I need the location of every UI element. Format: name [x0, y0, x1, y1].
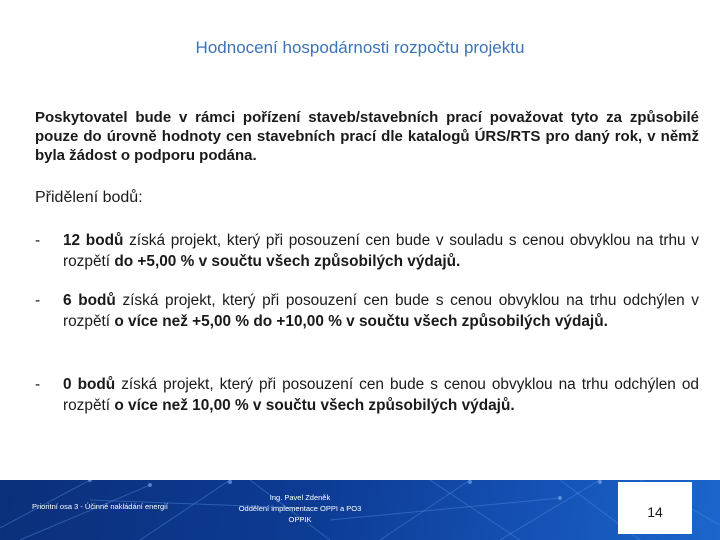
- bullet-text: [63, 374, 699, 416]
- bullet-condition: do +5,00 % v součtu všech způsobilých výdajů.: [114, 253, 461, 270]
- intro-paragraph: Poskytovatel bude v rámci pořízení staveb/stavebních prací považovat tyto za způsobilé pouze do úrovně hodnoty cen stavebních prací dle katalogů ÚRS/RTS pro daný rok, v němž byla žádost o podporu podána.: [35, 109, 699, 164]
- bullet-item-0-points: [35, 374, 699, 416]
- bullet-item-12-points: [35, 230, 699, 272]
- page-number: 14: [647, 504, 663, 520]
- bullet-condition: o více než +5,00 % do +10,00 % v součtu všech způsobilých výdajů.: [114, 313, 608, 330]
- footer-contact-department: Oddělení implementace OPPI a PO3: [238, 504, 362, 513]
- bullet-dash: -: [35, 232, 41, 249]
- footer-contact-program: OPPIK: [288, 515, 312, 524]
- bullet-item-6-points: [35, 290, 699, 332]
- bullet-body: získá projekt, který při posouzení cen bude s cenou obvyklou na trhu odchýlen v rozpětí: [63, 292, 699, 330]
- footer-priority-axis: Prioritní osa 3 - Účinné nakládání energií: [32, 502, 168, 511]
- points-label: 6 bodů: [63, 292, 116, 309]
- page-number-box: [618, 482, 692, 534]
- footer-contact-name: Ing. Pavel Zdeněk: [269, 493, 331, 502]
- points-label: 12 bodů: [63, 232, 124, 249]
- bullet-dash: -: [35, 292, 41, 309]
- page-title: Hodnocení hospodárnosti rozpočtu projektu: [195, 38, 525, 57]
- bullet-text: [63, 230, 699, 272]
- bullet-body: získá projekt, který při posouzení cen bude v souladu s cenou obvyklou na trhu v rozpětí: [63, 232, 699, 270]
- points-label: 0 bodů: [63, 376, 116, 393]
- bullet-condition: o více než 10,00 % v součtu všech způsobilých výdajů.: [114, 397, 515, 414]
- bullet-body: získá projekt, který při posouzení cen bude s cenou obvyklou na trhu odchýlen od rozpětí: [63, 376, 699, 414]
- bullet-dash: -: [35, 376, 41, 393]
- footer-bar: [0, 480, 720, 540]
- section-subheading: Přidělení bodů:: [35, 189, 143, 206]
- bullet-text: [63, 290, 699, 332]
- footer-contact: [220, 492, 380, 525]
